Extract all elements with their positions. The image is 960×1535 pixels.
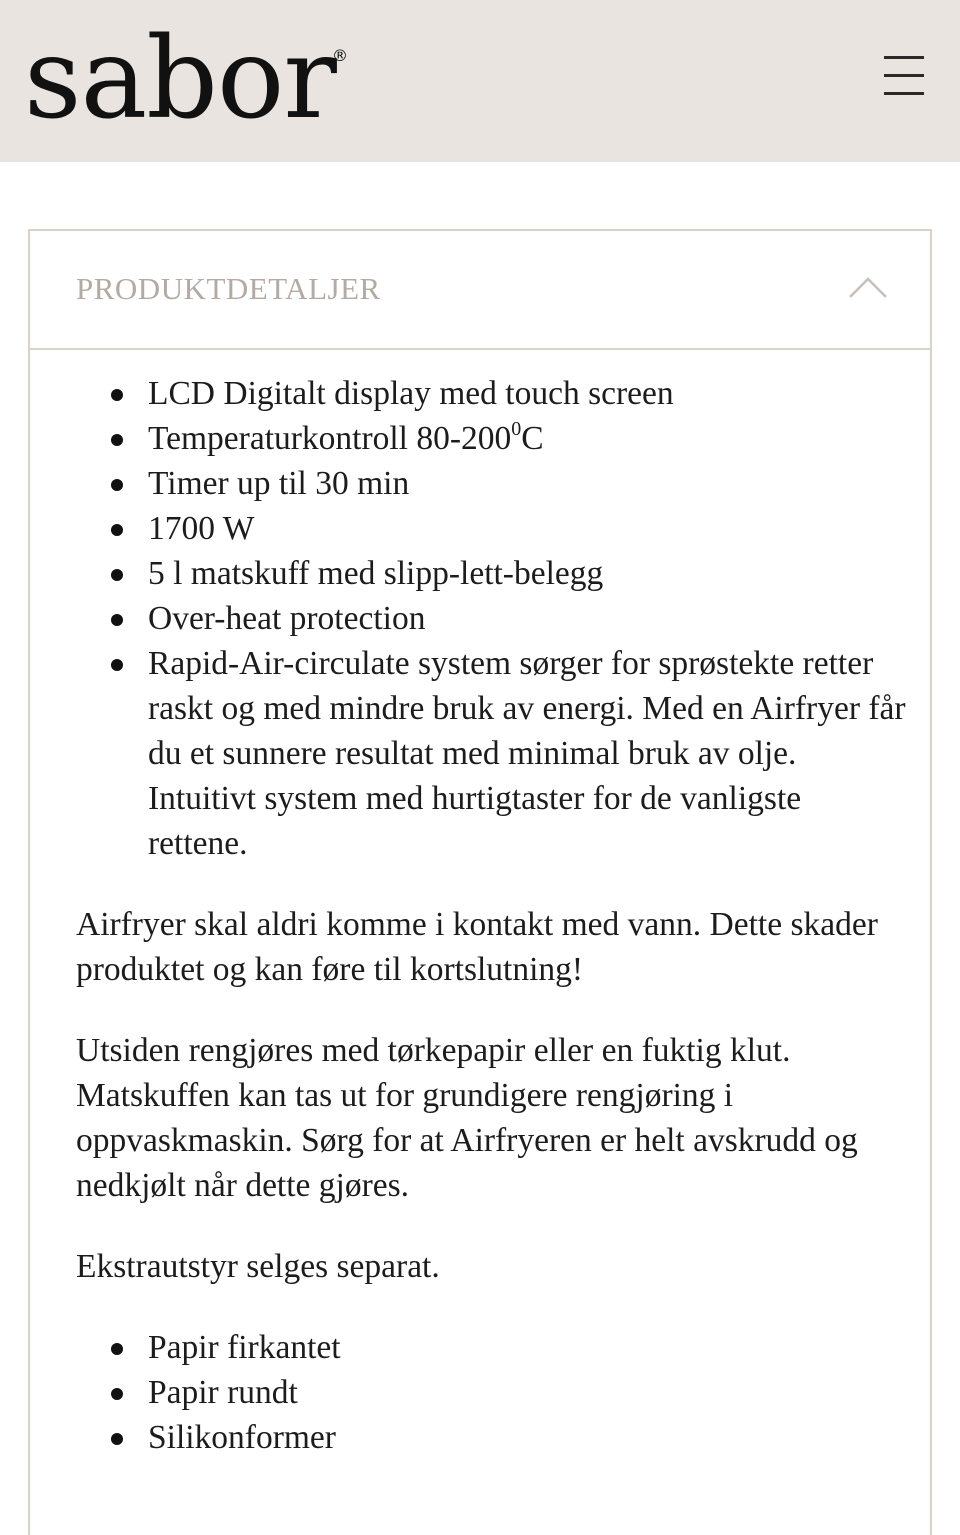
list-item: Papir firkantet (148, 1325, 906, 1370)
product-details-accordion (28, 229, 932, 1535)
accordion-header[interactable] (30, 231, 930, 350)
accordion-content (76, 371, 906, 1460)
sabor-logo[interactable]: sabor (24, 14, 336, 144)
list-item: LCD Digitalt display med touch screen (148, 371, 906, 416)
site-header (0, 0, 960, 162)
accessories-list (76, 1325, 906, 1460)
list-item: 5 l matskuff med slipp-lett-belegg (148, 551, 906, 596)
list-item (148, 416, 906, 461)
temperature-unit: C (521, 420, 544, 457)
list-item: Silikonformer (148, 1415, 906, 1460)
degree-mark: 0 (511, 418, 522, 440)
chevron-up-icon[interactable] (848, 275, 888, 299)
menu-line (884, 56, 924, 59)
menu-line (884, 92, 924, 95)
list-item: Rapid-Air-circulate system sørger for sprøstekte retter raskt og med mindre bruk av energi. Med en Airfryer får du et sunnere resultat med minimal bruk av olje. Intuitivt system med hurtigtaster for de vanligste rettene. (148, 641, 906, 866)
accessories-intro: Ekstrautstyr selges separat. (76, 1248, 440, 1285)
hamburger-menu-icon[interactable] (880, 54, 928, 100)
warning-paragraph: Airfryer skal aldri komme i kontakt med vann. Dette skader produktet og kan føre til kortslutning! (76, 906, 878, 988)
cleaning-paragraph: Utsiden rengjøres med tørkepapir eller en fuktig klut. Matskuffen kan tas ut for grundigere rengjøring i oppvaskmaskin. Sørg for at Airfryeren er helt avskrudd og nedkjølt når dette gjøres. (76, 1032, 858, 1204)
temperature-text: Temperaturkontroll 80-200 (148, 420, 512, 457)
list-item: Papir rundt (148, 1370, 906, 1415)
list-item: 1700 W (148, 506, 906, 551)
menu-line (884, 74, 924, 77)
registered-mark: ® (332, 46, 348, 65)
feature-list (76, 371, 906, 866)
accordion-title: PRODUKTDETALJER (76, 271, 381, 306)
list-item: Timer up til 30 min (148, 461, 906, 506)
list-item: Over-heat protection (148, 596, 906, 641)
